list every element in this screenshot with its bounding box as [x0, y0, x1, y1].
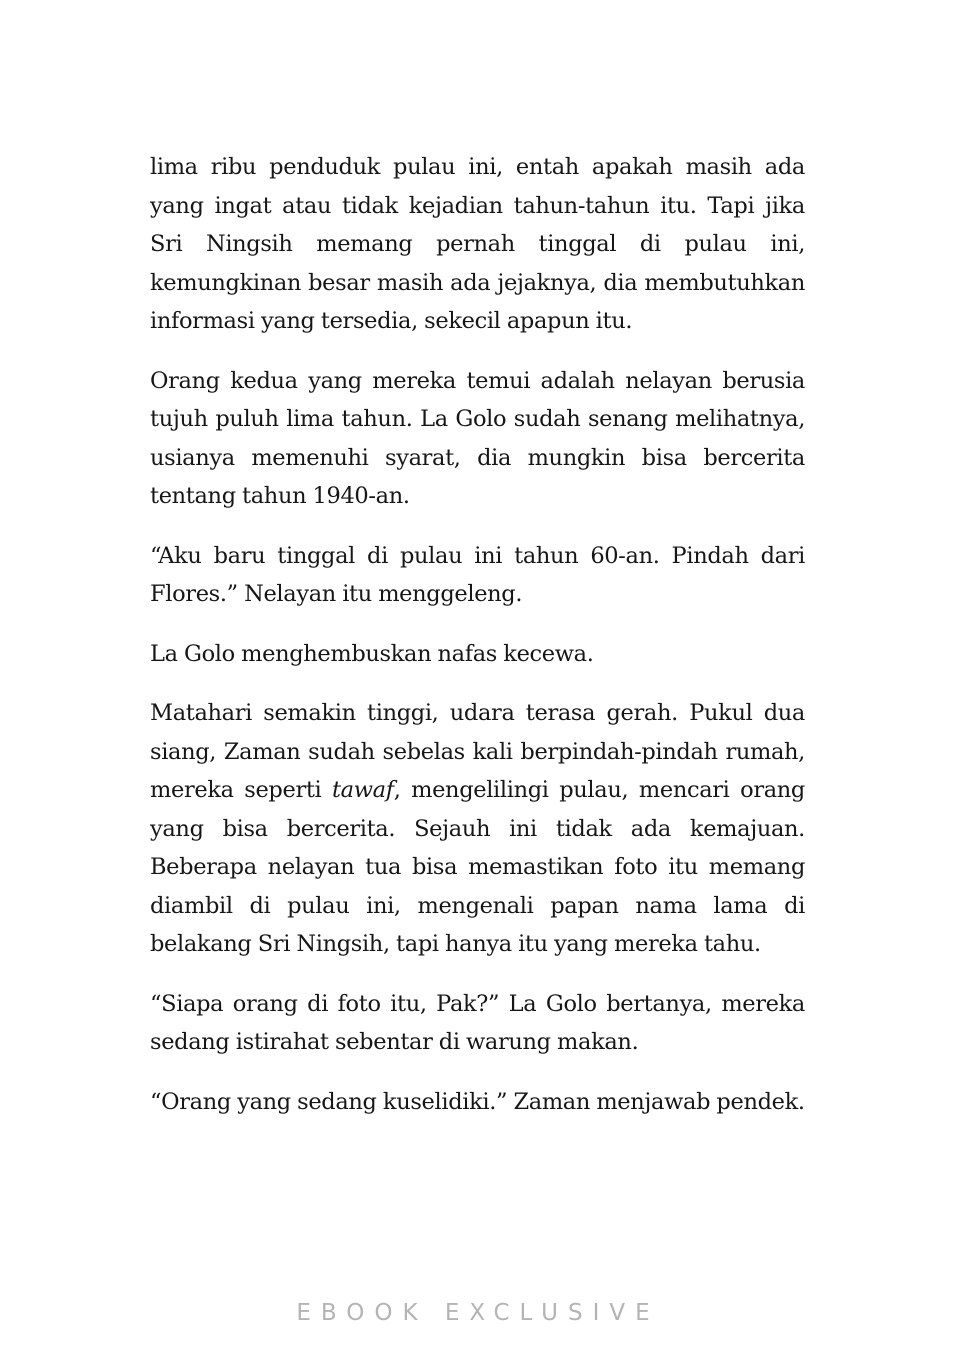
italic-term: tawaf — [331, 777, 394, 803]
paragraph: “Orang yang sedang kuselidiki.” Zaman menjawab pendek. — [150, 1088, 805, 1115]
ebook-exclusive-footer: EBOOK EXCLUSIVE — [296, 1300, 660, 1326]
paragraph: lima ribu penduduk pulau ini, entah apakah masih ada yang ingat atau tidak kejadian tahun-tahun itu. Tapi jika Sri Ningsih memang pernah tinggal di pulau ini, kemungkinan besar masih ada jejaknya, dia membutuhkan informasi yang tersedia, sekecil apapun itu. — [150, 154, 805, 334]
page-body — [150, 148, 805, 1121]
paragraph: La Golo menghembuskan nafas kecewa. — [150, 640, 594, 667]
paragraph — [150, 694, 805, 964]
paragraph-text: Matahari semakin tinggi, udara terasa gerah. Pukul dua siang, Zaman sudah sebelas kali berpindah-pindah rumah, mereka seperti — [150, 700, 805, 803]
paragraph: “Siapa orang di foto itu, Pak?” La Golo bertanya, mereka sedang istirahat sebentar di warung makan. — [150, 990, 805, 1055]
paragraph: “Aku baru tinggal di pulau ini tahun 60-an. Pindah dari Flores.” Nelayan itu menggeleng. — [150, 542, 805, 607]
paragraph-text: , mengelilingi pulau, mencari orang yang bisa bercerita. Sejauh ini tidak ada kemajuan. Beberapa nelayan tua bisa memastikan foto itu memang diambil di pulau ini, mengenali papan nama lama di belakang Sri Ningsih, tapi hanya itu yang mereka tahu. — [150, 777, 805, 957]
paragraph: Orang kedua yang mereka temui adalah nelayan berusia tujuh puluh lima tahun. La Golo sudah senang melihatnya, usianya memenuhi syarat, dia mungkin bisa bercerita tentang tahun 1940-an. — [150, 367, 805, 509]
